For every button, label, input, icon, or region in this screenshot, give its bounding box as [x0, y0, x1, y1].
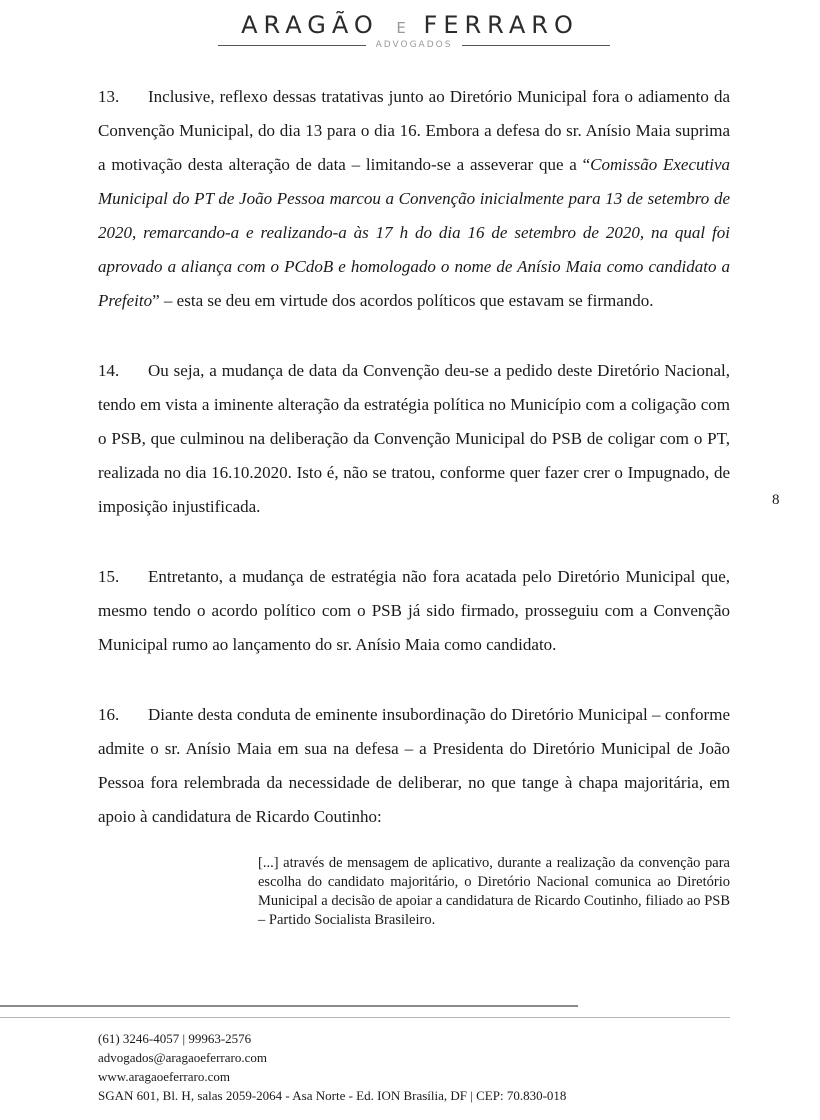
footer-email: advogados@aragaoeferraro.com — [98, 1050, 267, 1065]
paragraph-text: Entretanto, a mudança de estratégia não fora acatada pelo Diretório Municipal que, mesmo tendo o acordo político com o PSB já sido firmado, prosseguiu com a Convenção Municipal rumo ao lançamento do sr. Anísio Maia como candidato. — [98, 567, 730, 654]
page-number: 8 — [772, 492, 780, 508]
brand-ampersand: E — [396, 19, 406, 37]
paragraph-text: Ou seja, a mudança de data da Convenção deu-se a pedido deste Diretório Nacional, tendo em vista a iminente alteração da estratégia política no Município com a coligação com o PSB, que culminou na deliberação da Convenção Municipal do PSB de coligar com o PT, realizada no dia 16.10.2020. Isto é, não se tratou, conforme quer fazer crer o Impugnado, de imposição injustificada. — [98, 361, 730, 516]
paragraph-text-end: ” – esta se deu em virtude dos acordos políticos que estavam se firmando. — [152, 291, 654, 310]
footer-divider-light — [0, 1017, 730, 1018]
paragraph-number: 15. — [98, 567, 120, 586]
paragraph-text: Diante desta conduta de eminente insubordinação do Diretório Municipal – conforme admite o sr. Anísio Maia em sua na defesa – a Presidenta do Diretório Municipal de João Pessoa fora relembrada da necessidade de deliberar, no que tange à chapa majoritária, em apoio à candidatura de Ricardo Coutinho: — [98, 705, 730, 826]
paragraph-15 — [98, 560, 730, 662]
paragraph-number: 13. — [98, 87, 120, 106]
footer-address: SGAN 601, Bl. H, salas 2059-2064 - Asa Norte - Ed. ION Brasília, DF | CEP: 70.830-018 — [98, 1088, 567, 1103]
subtitle-rule-left — [218, 45, 366, 46]
paragraph-14 — [98, 354, 730, 524]
document-body — [98, 80, 730, 930]
paragraph-number: 16. — [98, 705, 120, 724]
paragraph-italic-quote: Comissão Executiva Municipal do PT de João Pessoa marcou a Convenção inicialmente para 13 de setembro de 2020, remarcando-a e realizando-a às 17 h do dia 16 de setembro de 2020, na qual foi aprovado a aliança com o PCdoB e homologado o nome de Anísio Maia como candidato a Prefeito — [98, 155, 730, 310]
footer-website: www.aragaoeferraro.com — [98, 1069, 230, 1084]
brand-right: FERRARO — [423, 11, 579, 39]
paragraph-text: Inclusive, reflexo dessas tratativas junto ao Diretório Municipal fora o adiamento da Convenção Municipal, do dia 13 para o dia 16. Embora a defesa do sr. Anísio Maia suprima a motivação desta alteração de data – limitando-se a asseverar que a “ — [98, 87, 730, 174]
footer — [98, 1029, 566, 1105]
footer-phone: (61) 3246-4057 | 99963-2576 — [98, 1031, 252, 1046]
paragraph-16 — [98, 698, 730, 834]
footer-divider-dark — [0, 1005, 578, 1007]
paragraph-13 — [98, 80, 730, 318]
firm-subtitle: ADVOGADOS — [375, 40, 453, 50]
paragraph-number: 14. — [98, 361, 120, 380]
letterhead-subtitle-row — [218, 37, 610, 53]
block-quote: [...] através de mensagem de aplicativo, durante a realização da convenção para escolha do candidato majoritário, o Diretório Nacional comunica ao Diretório Municipal a decisão de apoiar a candidatura de Ricardo Coutinho, filiado ao PSB – Partido Socialista Brasileiro. — [258, 855, 730, 928]
subtitle-rule-right — [462, 45, 610, 46]
brand-left: ARAGÃO — [241, 11, 379, 39]
